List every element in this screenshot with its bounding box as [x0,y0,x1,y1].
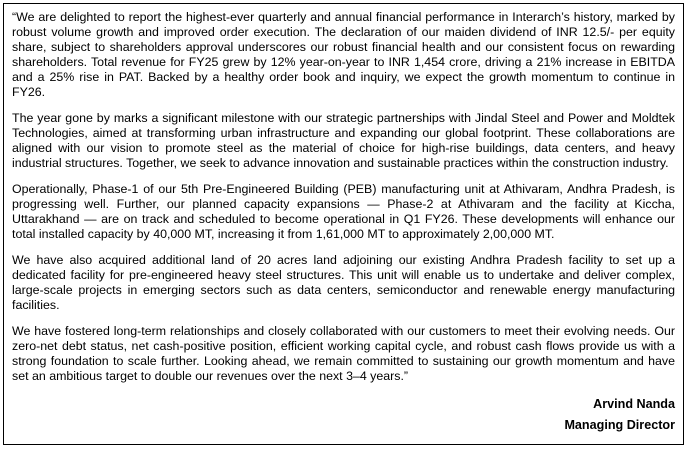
signatory-name: Arvind Nanda [593,397,675,411]
quote-paragraph-1: “We are delighted to report the highest-ever quarterly and annual financial performance in Interarch’s history, marked by robust volume growth and improved order execution. The declaration of our maiden dividend of INR 12.5/- per equity share, subject to shareholders approval underscores our robust financial health and our consistent focus on rewarding shareholders. Total revenue for FY25 grew by 12% year-on-year to INR 1,454 crore, driving a 21% increase in EBITDA and a 25% rise in PAT. Backed by a healthy order book and inquiry, we expect the growth momentum to continue in FY26. [12,10,675,99]
signature-block [564,394,675,436]
quote-paragraph-3: Operationally, Phase-1 of our 5th Pre-Engineered Building (PEB) manufacturing unit at Athivaram, Andhra Pradesh, is progressing well. Further, our planned capacity expansions — Phase-2 at Athivaram and the facility at Kiccha, Uttarakhand — are on track and scheduled to become operational in Q1 FY26. These developments will enhance our total installed capacity by 40,000 MT, increasing it from 1,61,000 MT to approximately 2,00,000 MT. [12,182,675,241]
signatory-title: Managing Director [564,418,675,432]
quote-paragraph-2: The year gone by marks a significant milestone with our strategic partnerships with Jindal Steel and Power and Moldtek Technologies, aimed at transforming urban infrastructure and expanding our global footprint. These collaborations are aligned with our vision to promote steel as the material of choice for high-rise buildings, data centers, and heavy industrial structures. Together, we seek to advance innovation and sustainable practices within the construction industry. [12,111,675,170]
quote-paragraph-5: We have fostered long-term relationships and closely collaborated with our customers to meet their evolving needs. Our zero-net debt status, net cash-positive position, efficient working capital cycle, and robust cash flows provide us with a strong foundation to scale further. Looking ahead, we remain committed to sustaining our growth momentum and have set an ambitious target to double our revenues over the next 3–4 years.” [12,324,675,383]
quote-paragraph-4: We have also acquired additional land of 20 acres land adjoining our existing Andhra Pradesh facility to set up a dedicated facility for pre-engineered heavy steel structures. This unit will enable us to undertake and deliver complex, large-scale projects in emerging sectors such as data centers, semiconductor and renewable energy manufacturing facilities. [12,253,675,312]
quote-box [3,3,684,445]
